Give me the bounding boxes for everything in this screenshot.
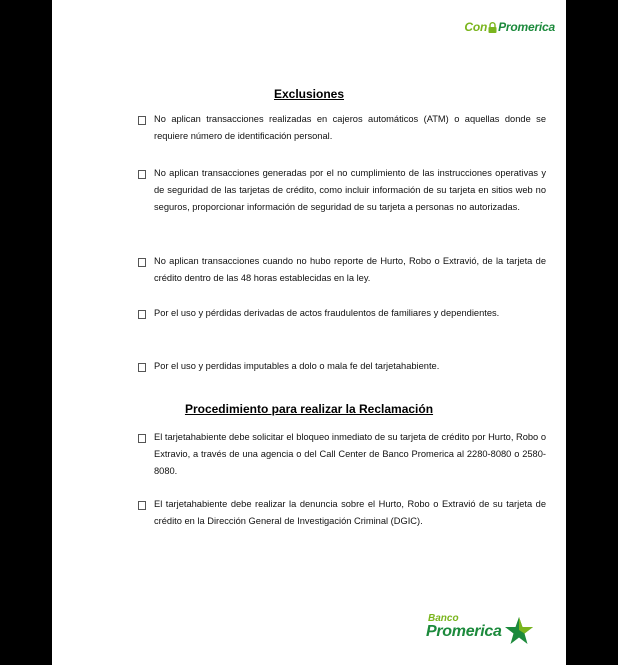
con-promerica-logo	[464, 20, 555, 34]
list-item: El tarjetahabiente debe realizar la denuncia sobre el Hurto, Robo o Extravió de su tarjeta de crédito en la Dirección General de Investigación Criminal (DGIC).	[154, 499, 546, 526]
checkbox-bullet-icon	[138, 363, 146, 372]
banco-promerica-logo	[422, 613, 532, 649]
checkbox-bullet-icon	[138, 170, 146, 179]
list-item: No aplican transacciones generadas por el no cumplimiento de las instrucciones operativas y de seguridad de las tarjetas de crédito, como incluir información de su tarjeta en sitios web no seguros, proporcionar información de seguridad de su tarjeta a personas no autorizadas.	[154, 168, 546, 212]
checkbox-bullet-icon	[138, 434, 146, 443]
list-item: No aplican transacciones realizadas en cajeros automáticos (ATM) o aquellas donde se requiere número de identificación personal.	[154, 114, 546, 141]
star-icon	[504, 616, 534, 646]
logo-con-text: Con	[464, 20, 488, 34]
checkbox-bullet-icon	[138, 258, 146, 267]
list-item: Por el uso y perdidas imputables a dolo o mala fe del tarjetahabiente.	[154, 361, 440, 371]
checkbox-bullet-icon	[138, 501, 146, 510]
logo-banco-text: Banco	[428, 613, 459, 624]
checkbox-bullet-icon	[138, 310, 146, 319]
list-item: Por el uso y pérdidas derivadas de actos fraudulentos de familiares y dependientes.	[154, 308, 500, 318]
section-title-procedimiento: Procedimiento para realizar la Reclamación	[184, 402, 434, 416]
padlock-icon	[488, 22, 497, 33]
list-item: El tarjetahabiente debe solicitar el bloqueo inmediato de su tarjeta de crédito por Hurto, Robo o Extravio, a través de una agencia o del Call Center de Banco Promerica al 2280-8080 o 2580-8080.	[154, 432, 546, 476]
list-item: No aplican transacciones cuando no hubo reporte de Hurto, Robo o Extravió, de la tarjeta de crédito dentro de las 48 horas establecidas en la ley.	[154, 256, 546, 283]
section-title-exclusiones: Exclusiones	[273, 87, 345, 101]
document-page	[52, 0, 566, 665]
logo-promerica-text: Promerica	[426, 623, 502, 640]
logo-promerica-text: Promerica	[498, 20, 555, 34]
checkbox-bullet-icon	[138, 116, 146, 125]
